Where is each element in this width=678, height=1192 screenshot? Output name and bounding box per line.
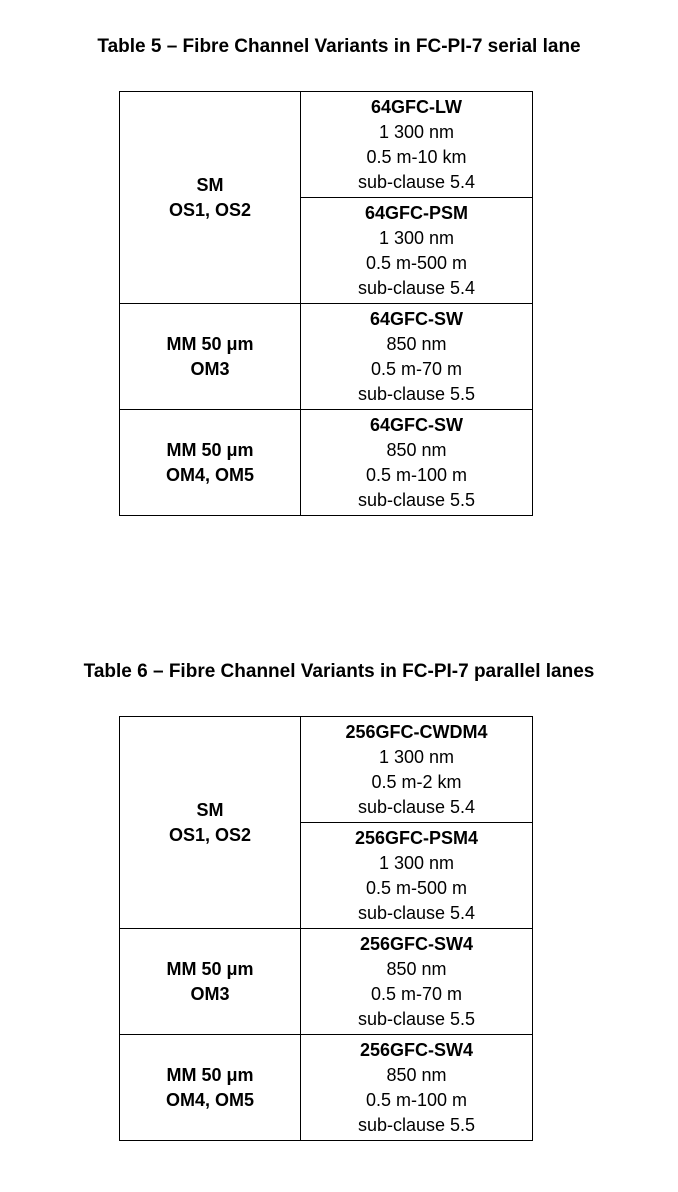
variant-reach: 0.5 m-10 km — [366, 146, 467, 167]
fibre-category: OM3 — [190, 983, 230, 1004]
table-row — [120, 304, 533, 410]
variant-clause: sub-clause 5.5 — [357, 1114, 476, 1135]
fibre-type-cell — [120, 1035, 301, 1141]
variant-cell — [301, 92, 533, 198]
table-5-caption: Table 5 – Fibre Channel Variants in FC-PI-7 serial lane — [97, 36, 581, 57]
fibre-type: SM — [196, 174, 224, 195]
variant-wavelength: 1 300 nm — [378, 746, 455, 767]
table-6-caption: Table 6 – Fibre Channel Variants in FC-PI-7 parallel lanes — [83, 661, 595, 682]
table-row — [120, 929, 533, 1035]
variant-reach: 0.5 m-2 km — [371, 771, 462, 792]
variant-reach: 0.5 m-100 m — [365, 1089, 468, 1110]
fibre-type-cell — [120, 304, 301, 410]
variant-wavelength: 1 300 nm — [378, 121, 455, 142]
variant-cell — [301, 410, 533, 516]
fibre-type-cell — [120, 929, 301, 1035]
variant-wavelength: 1 300 nm — [378, 852, 455, 873]
table-5 — [119, 91, 533, 516]
variant-name: 256GFC-PSM4 — [354, 827, 479, 848]
fibre-type-cell — [120, 717, 301, 929]
variant-name: 64GFC-SW — [369, 308, 463, 329]
table-row — [120, 717, 533, 823]
table-row — [120, 92, 533, 198]
fibre-type: MM 50 μm — [166, 333, 254, 354]
variant-name: 256GFC-CWDM4 — [345, 721, 488, 742]
fibre-category: OM3 — [190, 358, 230, 379]
table-row — [120, 1035, 533, 1141]
variant-clause: sub-clause 5.4 — [357, 796, 476, 817]
table-6 — [119, 716, 533, 1141]
fibre-type: MM 50 μm — [166, 958, 254, 979]
variant-reach: 0.5 m-500 m — [365, 877, 468, 898]
variant-clause: sub-clause 5.4 — [357, 902, 476, 923]
fibre-type-cell — [120, 410, 301, 516]
variant-cell — [301, 929, 533, 1035]
variant-wavelength: 850 nm — [386, 439, 447, 460]
variant-cell — [301, 717, 533, 823]
variant-reach: 0.5 m-70 m — [370, 983, 463, 1004]
variant-cell — [301, 823, 533, 929]
fibre-category: OS1, OS2 — [168, 199, 252, 220]
fibre-category: OM4, OM5 — [165, 464, 254, 485]
variant-clause: sub-clause 5.5 — [357, 489, 476, 510]
variant-name: 256GFC-SW4 — [359, 933, 474, 954]
variant-cell — [301, 198, 533, 304]
variant-wavelength: 1 300 nm — [378, 227, 455, 248]
variant-name: 256GFC-SW4 — [359, 1039, 474, 1060]
table-row — [120, 410, 533, 516]
fibre-type: MM 50 μm — [166, 439, 254, 460]
fibre-type: SM — [196, 799, 224, 820]
variant-reach: 0.5 m-500 m — [365, 252, 468, 273]
variant-cell — [301, 304, 533, 410]
fibre-type: MM 50 μm — [166, 1064, 254, 1085]
variant-wavelength: 850 nm — [386, 333, 447, 354]
variant-cell — [301, 1035, 533, 1141]
variant-reach: 0.5 m-70 m — [370, 358, 463, 379]
fibre-type-cell — [120, 92, 301, 304]
fibre-category: OM4, OM5 — [165, 1089, 254, 1110]
variant-clause: sub-clause 5.4 — [357, 171, 476, 192]
variant-clause: sub-clause 5.4 — [357, 277, 476, 298]
variant-name: 64GFC-LW — [370, 96, 462, 117]
variant-wavelength: 850 nm — [386, 958, 447, 979]
variant-clause: sub-clause 5.5 — [357, 1008, 476, 1029]
variant-name: 64GFC-PSM — [364, 202, 469, 223]
variant-reach: 0.5 m-100 m — [365, 464, 468, 485]
variant-clause: sub-clause 5.5 — [357, 383, 476, 404]
variant-name: 64GFC-SW — [369, 414, 463, 435]
variant-wavelength: 850 nm — [386, 1064, 447, 1085]
fibre-category: OS1, OS2 — [168, 824, 252, 845]
